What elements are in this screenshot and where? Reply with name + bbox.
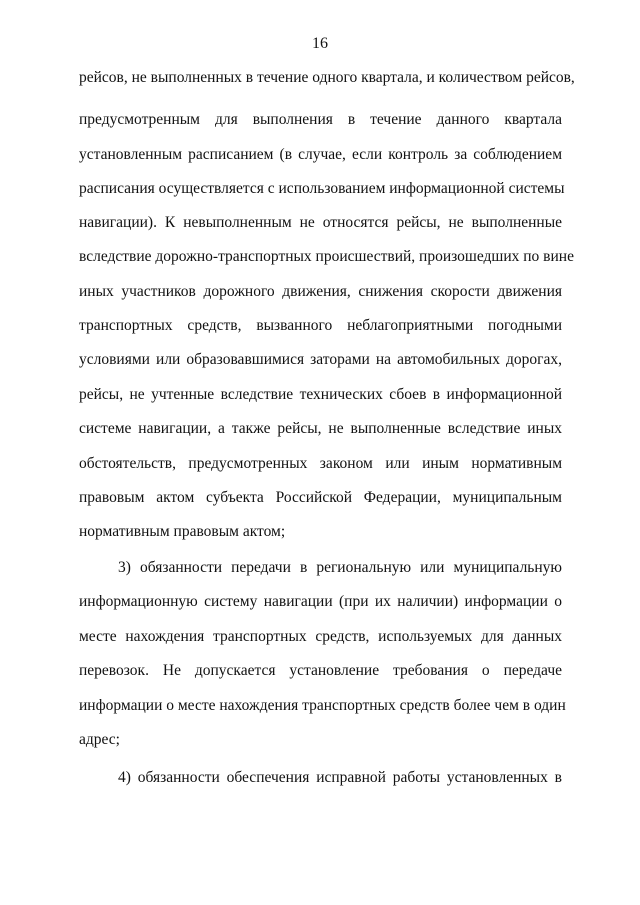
text-line: установленным расписанием (в случае, если контроль за соблюдением [79,146,562,163]
text-line: перевозок. Не допускается установление требования о передаче [79,662,562,679]
list-item-3: 3) обязанности передачи в региональную или муниципальную [118,559,562,576]
page-number: 16 [312,35,328,52]
text-line: правовым актом субъекта Российской Федерации, муниципальным [79,489,562,506]
text-line: информации о месте нахождения транспортных средств более чем в один [79,697,566,714]
text-line: расписания осуществляется с использованием информационной системы [79,180,565,197]
text-line: навигации). К невыполненным не относятся рейсы, не выполненные [79,214,562,231]
text-line: транспортных средств, вызванного неблагоприятными погодными [79,317,562,334]
text-line: адрес; [79,731,120,748]
text-line: иных участников дорожного движения, снижения скорости движения [79,283,562,300]
text-line: месте нахождения транспортных средств, используемых для данных [79,628,562,645]
list-item-4: 4) обязанности обеспечения исправной работы установленных в [118,769,562,786]
text-line: рейсов, не выполненных в течение одного квартала, и количеством рейсов, [79,69,575,86]
text-line: нормативным правовым актом; [79,523,286,540]
text-line: предусмотренным для выполнения в течение данного квартала [79,111,562,128]
text-line: информационную систему навигации (при их наличии) информации о [79,593,562,610]
text-line: рейсы, не учтенные вследствие технических сбоев в информационной [79,386,562,403]
text-line: обстоятельств, предусмотренных законом или иным нормативным [79,455,562,472]
text-line: вследствие дорожно-транспортных происшествий, произошедших по вине [79,248,574,265]
text-line: условиями или образовавшимися заторами на автомобильных дорогах, [79,351,562,368]
text-line: системе навигации, а также рейсы, не выполненные вследствие иных [79,420,562,437]
